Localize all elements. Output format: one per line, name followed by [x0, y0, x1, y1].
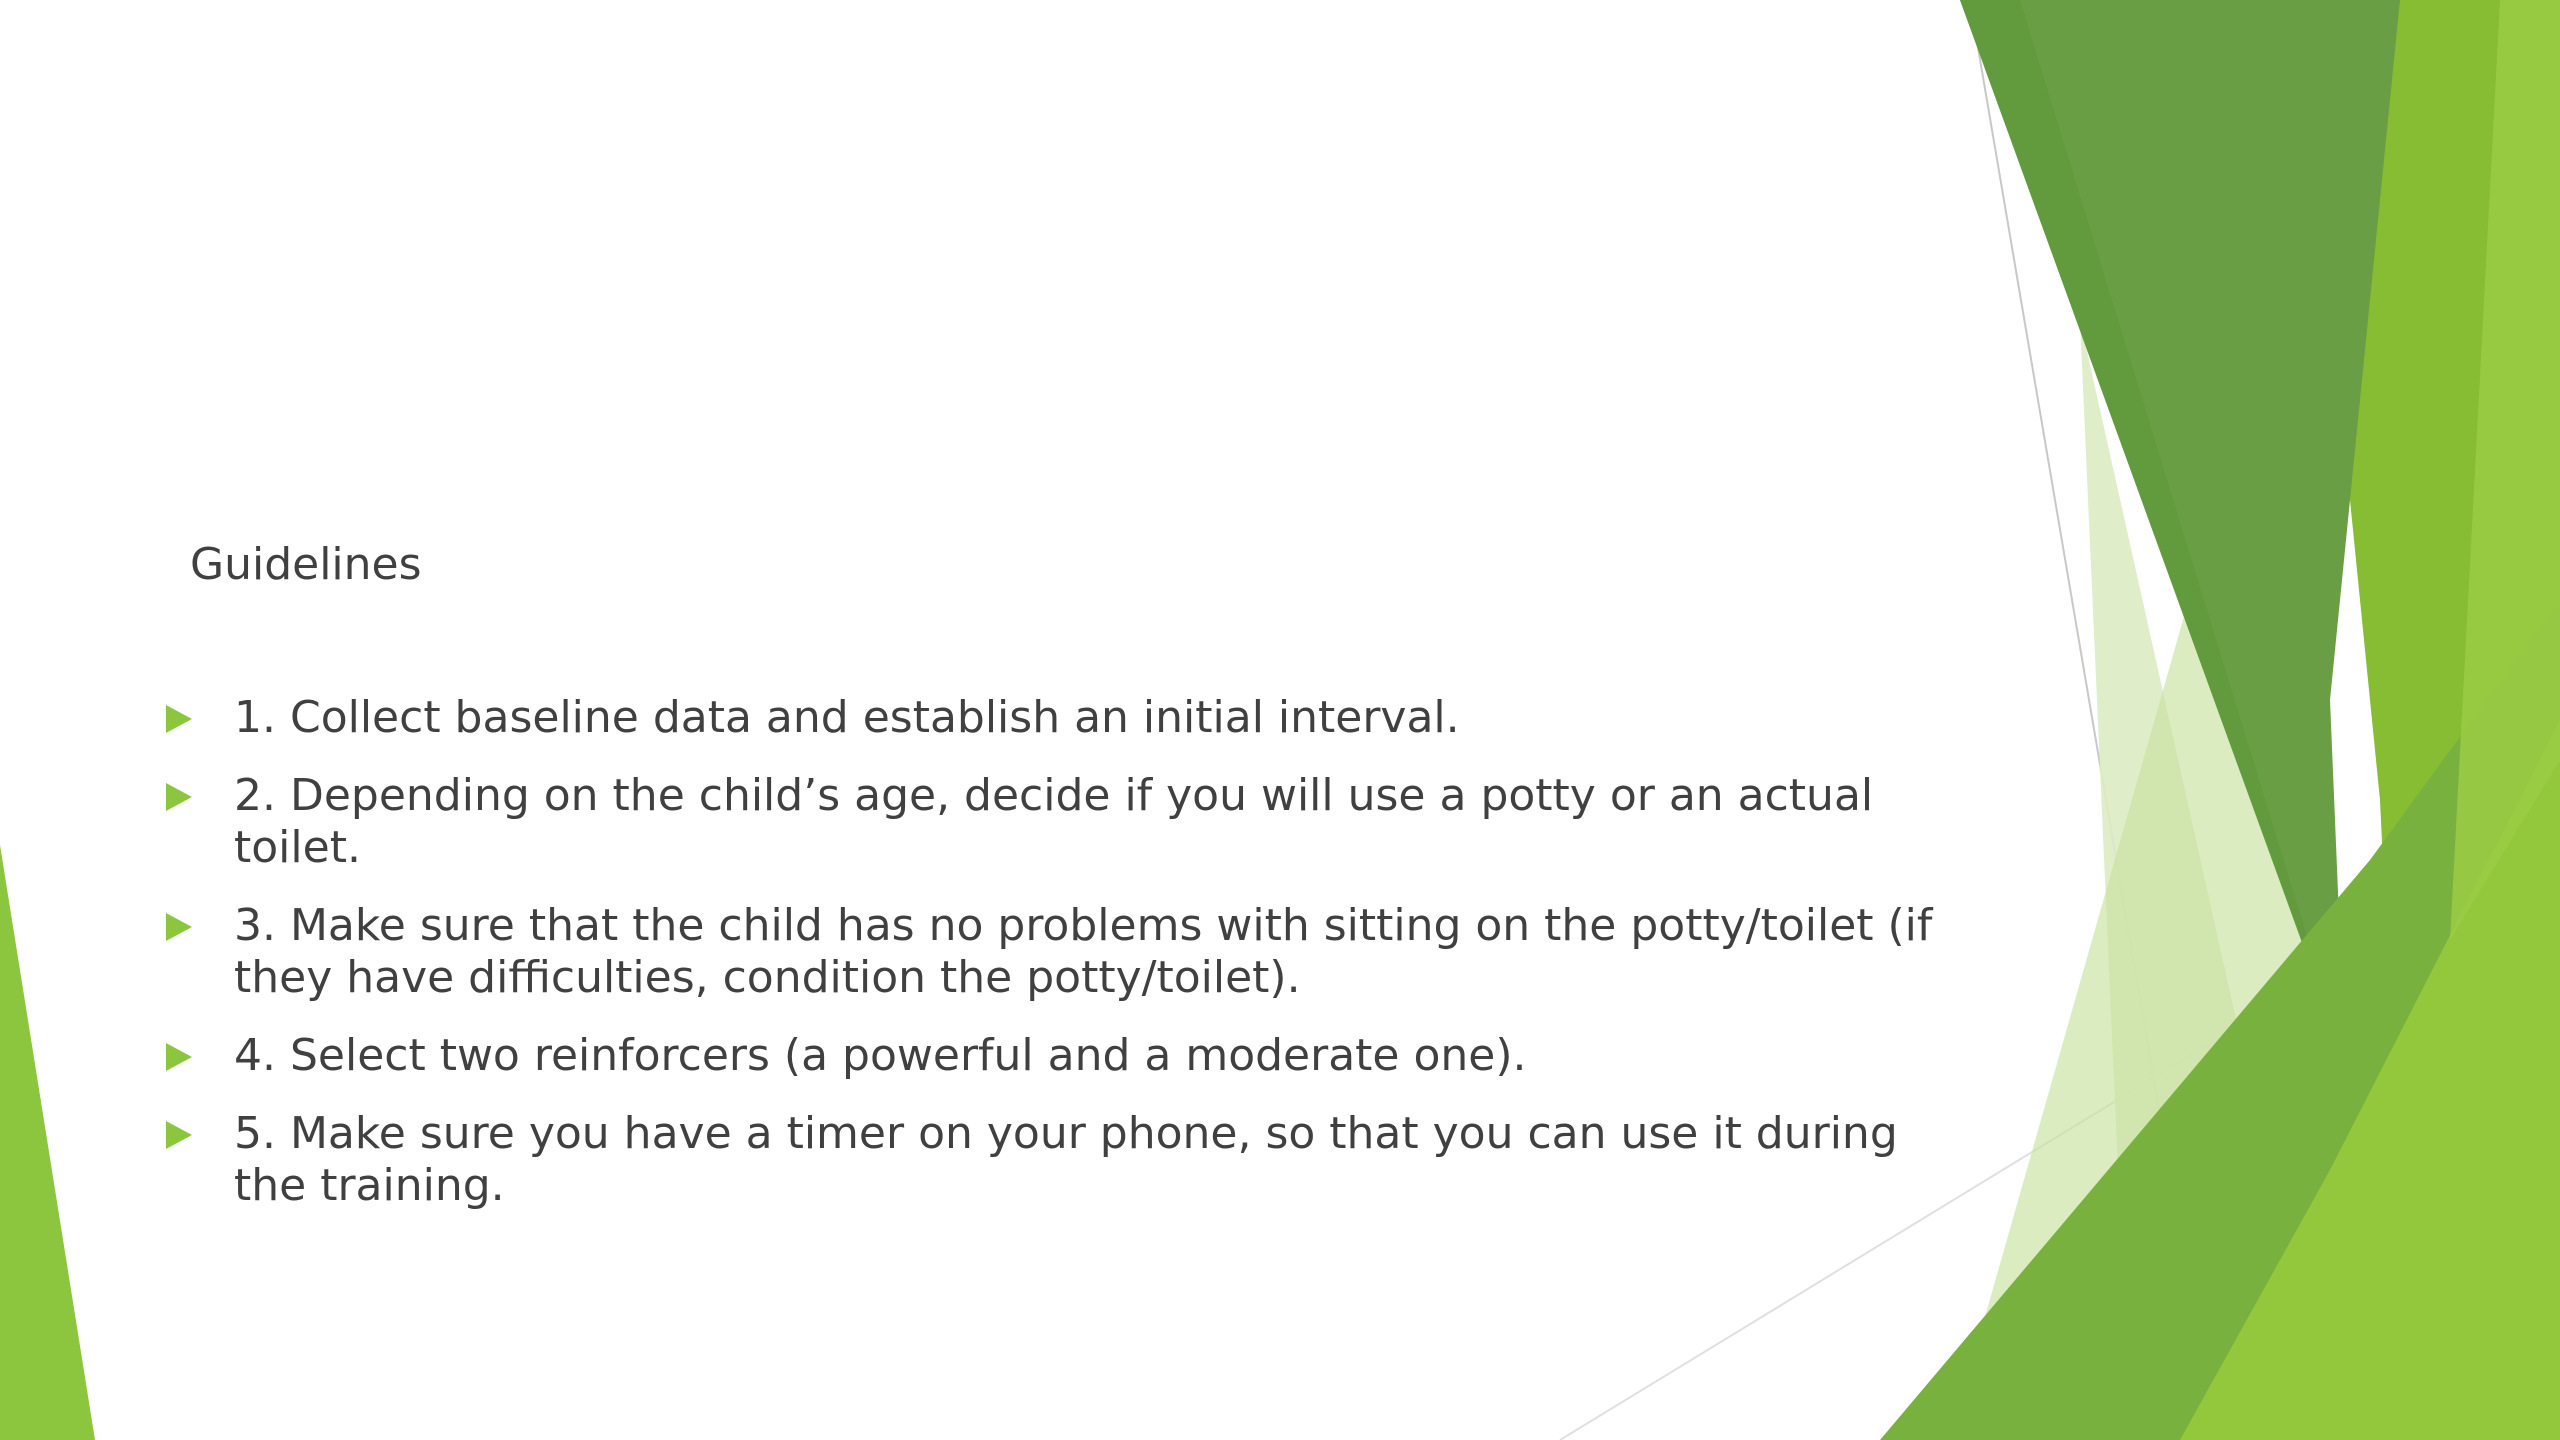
bullet-item-2: [160, 770, 1960, 874]
right-triangle-icon: [166, 783, 192, 811]
bullet-item-5: [160, 1108, 1960, 1212]
bullet-text-3: 3. Make sure that the child has no problems with sitting on the potty/toilet (if they have difficulties, condition the potty/toilet).: [234, 900, 1933, 1003]
right-triangle-icon: [166, 1121, 192, 1149]
right-triangle-icon: [166, 705, 192, 733]
bullet-text-4: 4. Select two reinforcers (a powerful and a moderate one).: [234, 1030, 1527, 1081]
bullet-item-1: [160, 692, 1960, 744]
bullet-text-2: 2. Depending on the child’s age, decide if you will use a potty or an actual toilet.: [234, 770, 1874, 873]
bullet-list: [160, 692, 1960, 1238]
right-triangle-icon: [166, 1043, 192, 1071]
slide-title: Guidelines: [190, 539, 422, 590]
bullet-item-4: [160, 1030, 1960, 1082]
right-triangle-icon: [166, 913, 192, 941]
bullet-text-1: 1. Collect baseline data and establish an initial interval.: [234, 692, 1460, 743]
bullet-text-5: 5. Make sure you have a timer on your phone, so that you can use it during the training.: [234, 1108, 1898, 1211]
left-green-wedge: [0, 845, 95, 1440]
bullet-item-3: [160, 900, 1960, 1004]
